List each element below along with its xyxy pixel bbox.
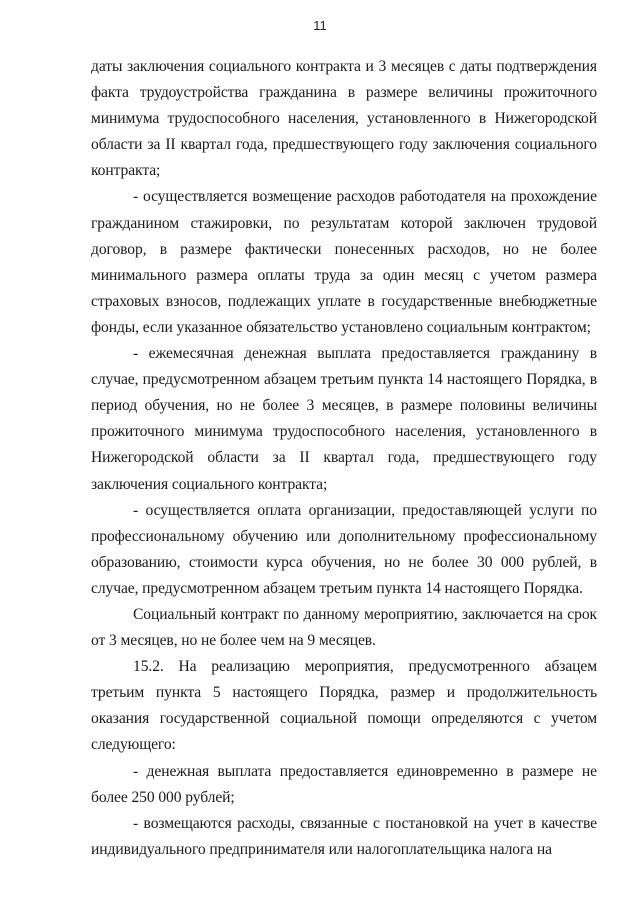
document-body (91, 54, 597, 863)
paragraph-registration-expenses: - возмещаются расходы, связанные с постановкой на учет в качестве индивидуального предпринимателя или налогоплательщика налога на (91, 814, 597, 858)
paragraph-training-payment: - осуществляется оплата организации, предоставляющей услуги по профессиональному обучению или дополнительному профессиональному образованию, стоимости курса обучения, но не более 30 000 рублей, в случае, предусмотренном абзацем третьим пункта 14 настоящего Порядка. (91, 501, 597, 597)
paragraph-internship-reimbursement: - осуществляется возмещение расходов работодателя на прохождение гражданином стажировки, по результатам которой заключен трудовой договор, в размере фактически понесенных расходов, но не более минимального размера оплаты труда за один месяц с учетом размера страховых взносов, подлежащих уплате в государственные внебюджетные фонды, если указанное обязательство установлено социальным контрактом; (91, 188, 597, 336)
paragraph-continuation: даты заключения социального контракта и 3 месяцев с даты подтверждения факта трудоустройства гражданина в размере величины прожиточного минимума трудоспособного населения, установленного в Нижегородской области за II квартал года, предшествующего году заключения социального контракта; (91, 58, 597, 180)
paragraph-section-15-2: 15.2. На реализацию мероприятия, предусмотренного абзацем третьим пункта 5 настоящего Порядка, размер и продолжительность оказания государственной социальной помощи определяются с учетом следующего: (91, 658, 597, 754)
page-number: 11 (313, 18, 327, 33)
paragraph-monthly-payment: - ежемесячная денежная выплата предоставляется гражданину в случае, предусмотренном абзацем третьим пункта 14 настоящего Порядка, в период обучения, но не более 3 месяцев, в размере половины величины прожиточного минимума трудоспособного населения, установленного в Нижегородской области за II квартал года, предшествующего году заключения социального контракта; (91, 345, 597, 493)
paragraph-contract-term: Социальный контракт по данному мероприятию, заключается на срок от 3 месяцев, но не более чем на 9 месяцев. (91, 605, 597, 650)
paragraph-lump-sum-payment: - денежная выплата предоставляется единовременно в размере не более 250 000 рублей; (91, 762, 597, 806)
